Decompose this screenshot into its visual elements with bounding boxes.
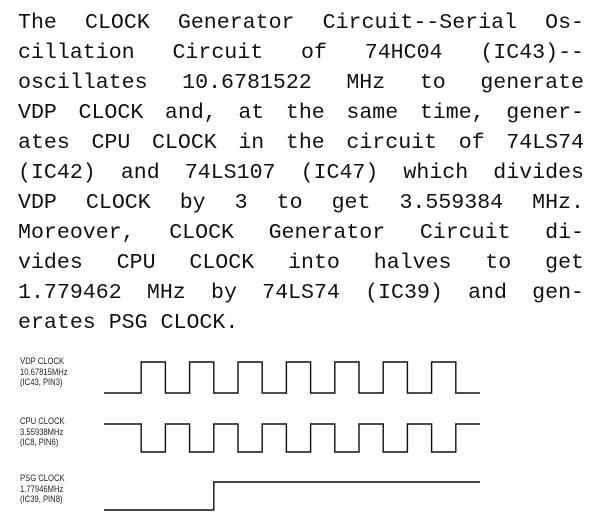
paragraph-line: VDP CLOCK and, at the same time, gener-	[18, 101, 584, 125]
paragraph-line: vides CPU CLOCK into halves to get	[18, 251, 584, 275]
description-paragraph	[18, 8, 584, 338]
waveform-plot	[0, 340, 602, 530]
vdp-clock-waveform	[104, 362, 480, 393]
signal-name: VDP CLOCK	[20, 356, 65, 366]
paragraph-line: (IC42) and 74LS107 (IC47) which divides	[18, 161, 584, 185]
paragraph-line: ates CPU CLOCK in the circuit of 74LS74	[18, 131, 584, 155]
signal-name: CPU CLOCK	[20, 416, 65, 426]
paragraph-line: cillation Circuit of 74HC04 (IC43)--	[18, 41, 584, 65]
clock-timing-diagram	[0, 340, 602, 530]
paragraph-line: Moreover, CLOCK Generator Circuit di-	[18, 221, 584, 245]
paragraph-line: 1.779462 MHz by 74LS74 (IC39) and gen-	[18, 281, 584, 305]
signal-source: (IC43, PIN3)	[20, 377, 63, 387]
psg-clock-waveform	[104, 482, 480, 510]
signal-frequency: 1.77946MHz	[20, 483, 64, 494]
paragraph-line: VDP CLOCK by 3 to get 3.559384 MHz.	[18, 191, 584, 215]
signal-source: (IC39, PIN8)	[20, 494, 63, 504]
signal-frequency: 3.55938MHz	[20, 426, 64, 437]
paragraph-line: oscillates 10.6781522 MHz to generate	[18, 71, 584, 95]
paragraph-line: The CLOCK Generator Circuit--Serial Os-	[18, 11, 584, 35]
signal-name: PSG CLOCK	[20, 473, 65, 483]
signal-frequency: 10.67815MHz	[20, 366, 68, 377]
signal-source: (IC8, PIN6)	[20, 437, 59, 447]
paragraph-line: erates PSG CLOCK.	[18, 311, 239, 335]
cpu-clock-waveform	[104, 424, 480, 452]
